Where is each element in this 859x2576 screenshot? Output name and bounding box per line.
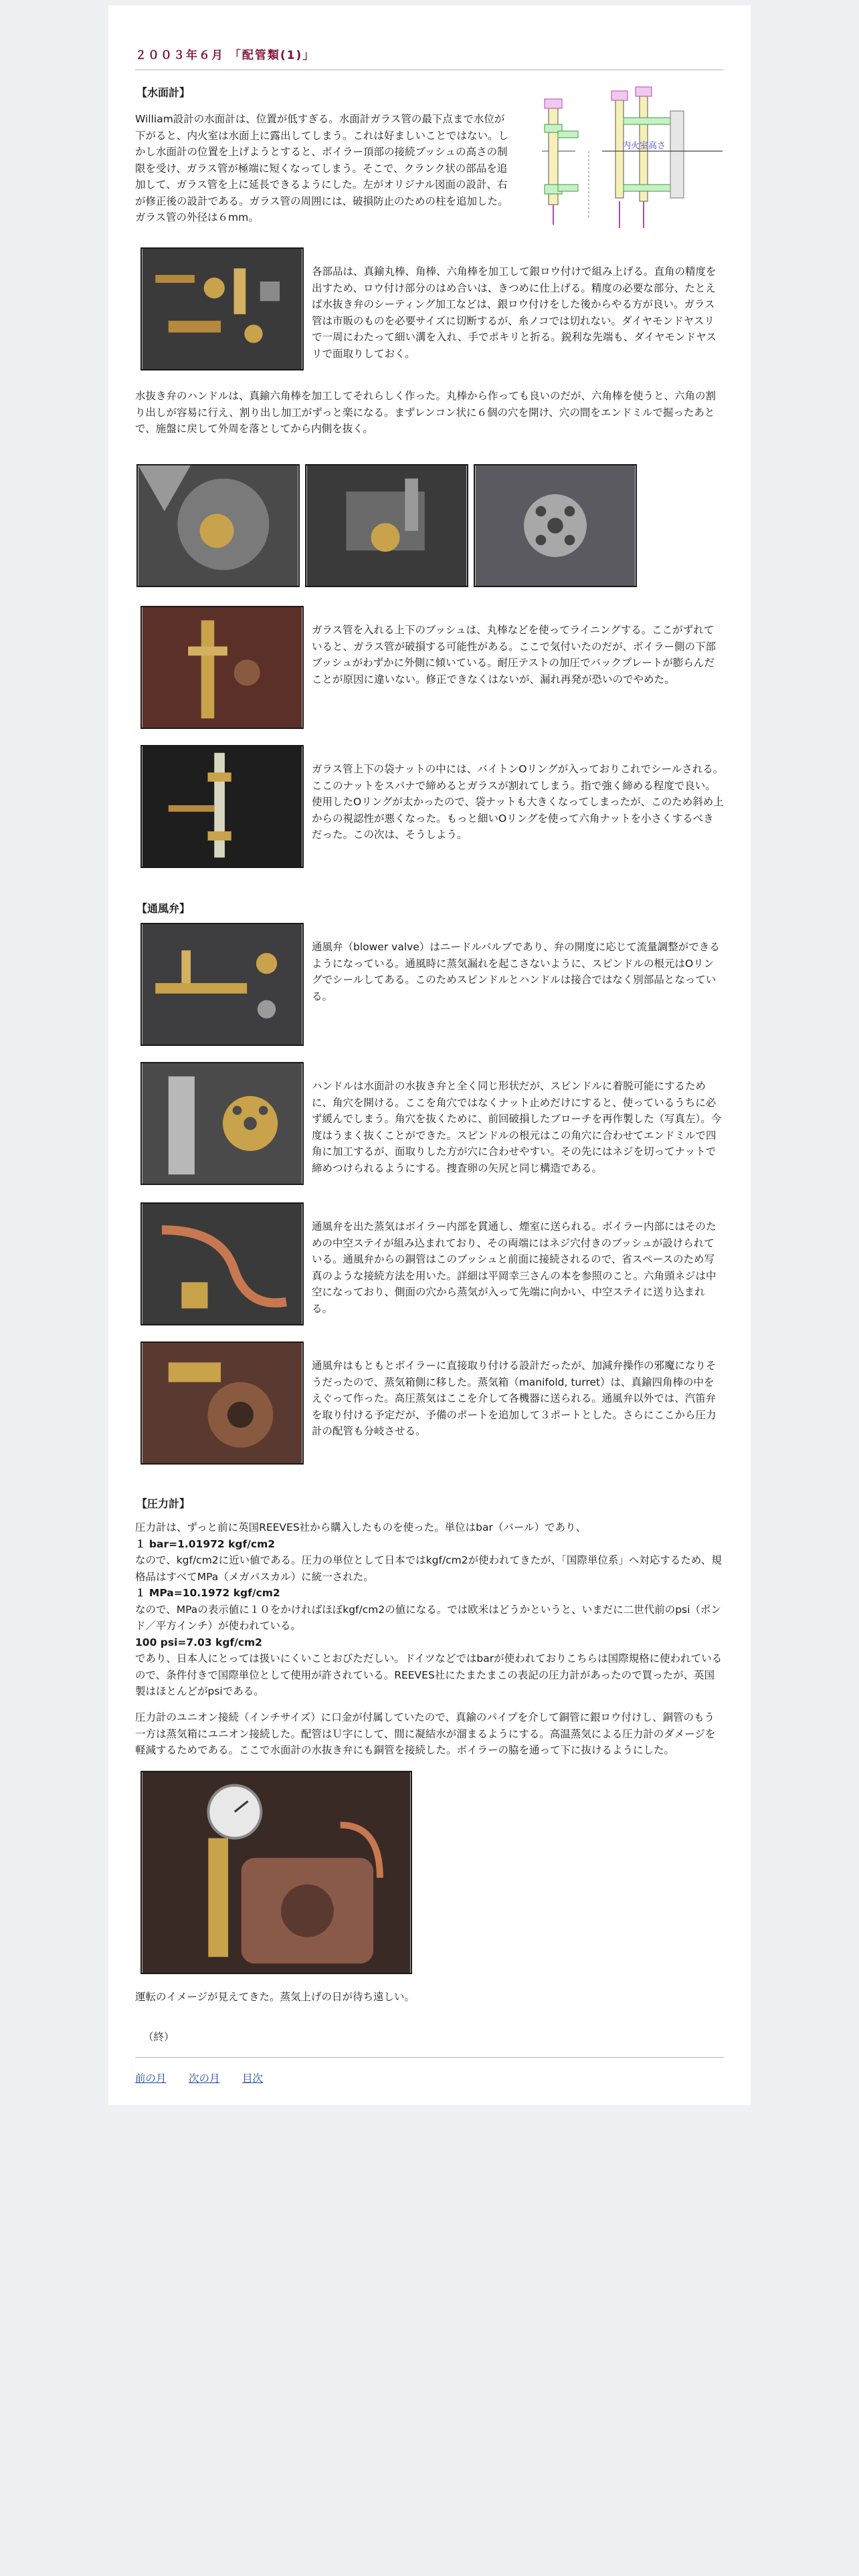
prev-month-link[interactable]: 前の月 (135, 2072, 167, 2084)
end-mark: （終） (143, 2031, 175, 2043)
photo-manifold (140, 1341, 304, 1465)
photo-handle-finished (474, 464, 637, 587)
next-month-link[interactable]: 次の月 (189, 2072, 220, 2084)
photo-gauge-parts (140, 247, 304, 370)
photo-broach-handle (140, 1062, 304, 1185)
photo-copper-pipe (140, 1202, 304, 1325)
blower-handle-text: ハンドルは水面計の水抜き弁と全く同じ形状だが、スピンドルに着脱可能にするために、角穴を開ける。ここを角穴ではなくナット止めだけにすると、使っているうちに必ず緩んでしまう。角穴を抜くために、前回破損したブローチを再作製した（写真左）。今度はうまく抜くことができた。スピンドルの根元はこの角穴に合わせてエンドミルで四角に加工するが、面取りした方が穴に合わせやすい。その先にはネジを切ってナットで締めつけられるようにする。捜査卵の矢尻と同じ構造である。 (312, 1080, 722, 1174)
gauge-formula-psi: 100 psi=7.03 kgf/cm2 (135, 1636, 262, 1648)
photo-gauge-bushing (140, 606, 304, 729)
heading-blower: 【通風弁】 (136, 902, 191, 915)
photo-gauge-glass (140, 745, 304, 868)
blower-manifold-text: 通風弁はもともとボイラーに直接取り付ける設計だったが、加減弁操作の邪魔になりそうだったので、蒸気箱側に移した。蒸気箱（manifold, turret）は、真鍮四角棒の中をえぐって作った。高圧蒸気はここを介して各機器に送られる。通風弁以外では、汽笛弁を取り付ける予定だが、予備のポートを追加して３ポートとした。さらにここから圧力計の配管も分岐させる。 (312, 1360, 717, 1437)
gauge-line-1: 圧力計は、ずっと前に英国REEVES社から購入したものを使った。単位はbar（バール）であり、 (135, 1521, 587, 1533)
diagram-label: 内火室高さ (622, 141, 666, 151)
index-link[interactable]: 目次 (242, 2072, 264, 2084)
blower-pipe-text: 通風弁を出た蒸気はボイラー内部を貫通し、煙室に送られる。ボイラー内部にはそのための中空ステイが組み込まれており、その両端にはネジ穴付きのブッシュが設けられている。通風弁からの銅管はこのブッシュと前面に接続されるので、省スペースのため写真のような接続方法を用いた。詳細は平岡幸三さんの本を参照のこと。六角頭ネジは中空になっており、側面の穴から蒸気が入って先端に向かい、中空ステイに送り込まれる。 (312, 1220, 717, 1315)
water-gauge-handle-text: 水抜き弁のハンドルは、真鍮六角棒を加工してそれらしく作った。丸棒から作っても良いのだが、六角棒を使うと、六角の割り出しが容易に行え、割り出し加工がずっと楽になる。まずレンコン状に６個の穴を開け、穴の間をエンドミルで掘ったあとで、施盤に戻して外周を落としてから内側を抜く。 (135, 390, 717, 435)
footer-divider (135, 2057, 724, 2058)
water-gauge-intro: William設計の水面計は、位置が低すぎる。水面計ガラス管の最下点まで水位が下がると、内火室は水面上に露出してしまう。これは好ましいことではない。しかし水面計の位置を上げようとすると、ボイラー頂部の接続ブッシュの高さの制限を受け、ガラス管が極端に短くなってしまう。そこで、クランク状の部品を追加して、ガラス管を上に延長できるようにした。左がオリジナル図面の設計、右が修正後の設計である。ガラス管の周囲には、破損防止のための柱を追加した。ガラス管の外径は６mm。 (135, 113, 509, 223)
water-gauge-parts-text: 各部品は、真鍮丸棒、角棒、六角棒を加工して銀ロウ付けで組み上げる。直角の精度を出すため、ロウ付け部分のはめ合いは、きつめに仕上げる。精度の必要な部分、たとえば水抜き弁のシーティング加工などは、銀ロウ付けをした後からやる方が良い。ガラス管は市販のものを必要サイズに切断するが、糸ノコでは切れない。ダイヤモンドヤスリで一周にわたって細い溝を入れ、手でポキリと折る。鋭利な先端も、ダイヤモンドヤスリで面取りしておく。 (312, 265, 717, 360)
gauge-line-5: なので、MPaの表示値に１０をかければほぼkgf/cm2の値になる。では欧米はどうかというと、いまだに二世代前のpsi（ポンド／平方インチ）が使われている。 (135, 1603, 721, 1632)
photo-pressure-gauge-assembly (140, 1771, 412, 1974)
closing-remark: 運転のイメージが見えてきた。蒸気上げの日が待ち遠しい。 (135, 1991, 415, 2003)
page-paper (108, 5, 751, 2105)
blower-intro-text: 通風弁（blower valve）はニードルバルブであり、弁の開度に応じて流量調整ができるようになっている。通風時に蒸気漏れを起こさないように、スピンドルの根元はOリングでシールしてある。このためスピンドルとハンドルは接合ではなく別部品となっている。 (312, 941, 720, 1002)
gauge-union-text: 圧力計のユニオン接続（インチサイズ）に口金が付属していたので、真鍮のパイプを介して銅管に銀ロウ付けし、銅管のもう一方は蒸気箱にユニオン接続した。配管はＵ字にして、間に凝結水が溜まるようにする。高温蒸気による圧力計のダメージを軽減するためである。ここで水面計の水抜き弁にも銅管を接続した。ボイラーの脇を通って下に抜けるようにした。 (135, 1711, 716, 1756)
water-gauge-glass-text: ガラス管上下の袋ナットの中には、バイトンOリングが入っておりこれでシールされる。ここのナットをスパナで締めるとガラスが割れてしまう。指で強く締める程度で良い。使用したOリングが太かったので、袋ナットも大きくなってしまったが、このため斜め上からの視認性が悪くなった。もっと細いOリングを使って六角ナットを小さくするべきだった。この次は、そうしよう。 (312, 763, 724, 841)
gauge-formula-mpa: １ MPa=10.1972 kgf/cm2 (135, 1587, 280, 1599)
pressure-gauge-units (135, 1519, 724, 1700)
photo-handle-lathe-2 (305, 464, 468, 587)
heading-water-gauge: 【水面計】 (136, 86, 191, 99)
gauge-line-7: であり、日本人にとっては扱いにくいことおびただしい。ドイツなどではbarが使われておりこちらは国際規格に使われているので、条件付きで国際単位として使用が許されている。REEVES社にたまたまこの表記の圧力計があったので買ったが、英国製はほとんどがpsiである。 (135, 1652, 723, 1697)
heading-pressure-gauge: 【圧力計】 (136, 1497, 191, 1510)
water-gauge-bushing-text: ガラス管を入れる上下のブッシュは、丸棒などを使ってライニングする。ここがずれていると、ガラス管が破損する可能性がある。ここで気付いたのだが、ボイラー側の下部ブッシュがわずかに外側に傾いている。耐圧テストの加圧でバックプレートが膨らんだことが原因に違いない。修正できなくはないが、漏れ再発が恐いのでやめた。 (312, 624, 717, 685)
page-title: ２００３年６月 「配管類(1)」 (135, 49, 316, 62)
photo-handle-lathe-1 (136, 464, 300, 587)
gauge-line-3: なので、kgf/cm2に近い値である。圧力の単位として日本ではkgf/cm2が使われてきたが、「国際単位系」へ対応するため、規格品はすべてMPa（メガパスカル）に統一された。 (135, 1554, 722, 1583)
gauge-formula-bar: １ bar=1.01972 kgf/cm2 (135, 1537, 276, 1550)
photo-blower-parts (140, 923, 304, 1046)
water-gauge-diagram (522, 84, 723, 231)
